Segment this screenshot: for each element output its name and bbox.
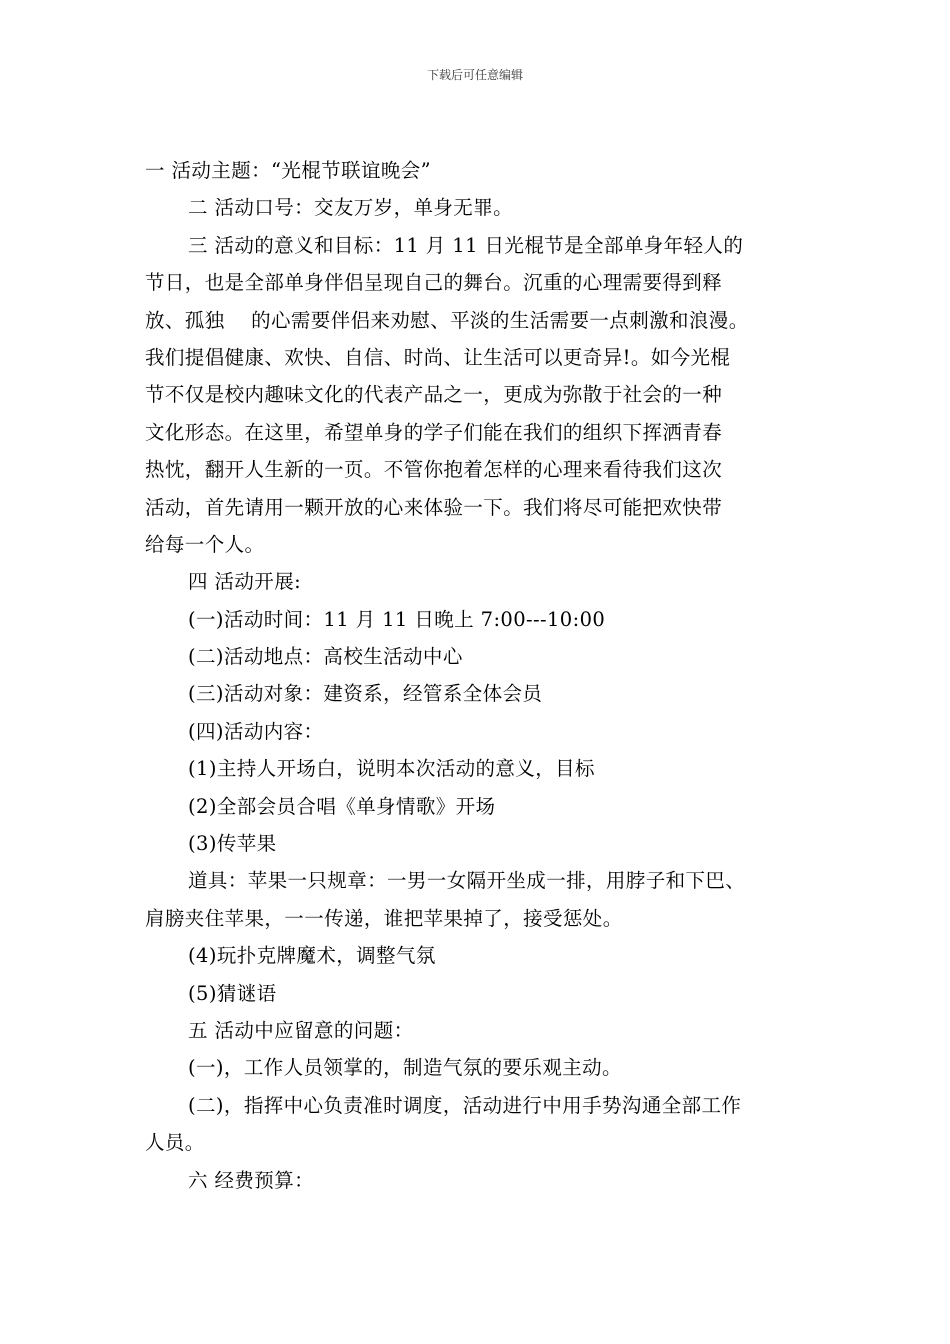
paragraph-line: 活动，首先请用一颗开放的心来体验一下。我们将尽可能把欢快带 (145, 495, 723, 519)
paragraph-line: 道具：苹果一只规章：一男一女隔开坐成一排，用脖子和下巴、 (188, 869, 746, 893)
list-item: (四)活动内容： (188, 719, 324, 743)
list-item: (2)全部会员合唱《单身情歌》开场 (188, 794, 496, 818)
paragraph-line: 热忱，翻开人生新的一页。不管你抱着怎样的心理来看待我们这次 (145, 458, 723, 482)
section-heading: 六 经费预算： (188, 1168, 314, 1192)
paragraph-line: 放、孤独 的心需要伴侣来劝慰、平淡的生活需要一点刺激和浪漫。 (145, 308, 749, 332)
paragraph-line: 给每一个人。 (145, 532, 265, 556)
document-body (145, 152, 825, 1199)
list-item: (4)玩扑克牌魔术，调整气氛 (188, 944, 436, 968)
paragraph-line: 文化形态。在这里，希望单身的学子们能在我们的组织下挥洒青春 (145, 420, 723, 444)
list-item: (一)活动时间：11 月 11 日晚上 7:00---10:00 (188, 607, 606, 631)
paragraph-line: 肩膀夹住苹果，一一传递，谁把苹果掉了，接受惩处。 (145, 906, 623, 930)
list-item: (三)活动对象：建资系，经管系全体会员 (188, 682, 543, 706)
list-item: (二)，指挥中心负责准时调度，活动进行中用手势沟通全部工作 (188, 1093, 742, 1117)
section-heading: 五 活动中应留意的问题： (188, 1018, 414, 1042)
paragraph-line: 人员。 (145, 1131, 205, 1155)
page-header-note: 下载后可任意编辑 (426, 68, 523, 82)
paragraph-line: 节不仅是校内趣味文化的代表产品之一，更成为弥散于社会的一种 (145, 383, 723, 407)
paragraph-line: 三 活动的意义和目标：11 月 11 日光棍节是全部单身年轻人的 (188, 233, 744, 257)
list-item: (5)猜谜语 (188, 981, 277, 1005)
paragraph-line: 一 活动主题：“光棍节联谊晚会” (145, 159, 432, 182)
list-item: (二)活动地点：高校生活动中心 (188, 645, 463, 669)
list-item: (1)主持人开场白，说明本次活动的意义，目标 (188, 757, 595, 781)
list-item: (一)，工作人员领掌的，制造气氛的要乐观主动。 (188, 1056, 622, 1080)
paragraph-line: 节日，也是全部单身伴侣呈现自己的舞台。沉重的心理需要得到释 (145, 271, 723, 295)
list-item: (3)传苹果 (188, 832, 277, 856)
paragraph-line: 二 活动口号：交友万岁，单身无罪。 (188, 196, 513, 220)
paragraph-line: 我们提倡健康、欢快、自信、时尚、让生活可以更奇异!。如今光棍 (145, 345, 731, 369)
section-heading: 四 活动开展: (188, 570, 302, 594)
